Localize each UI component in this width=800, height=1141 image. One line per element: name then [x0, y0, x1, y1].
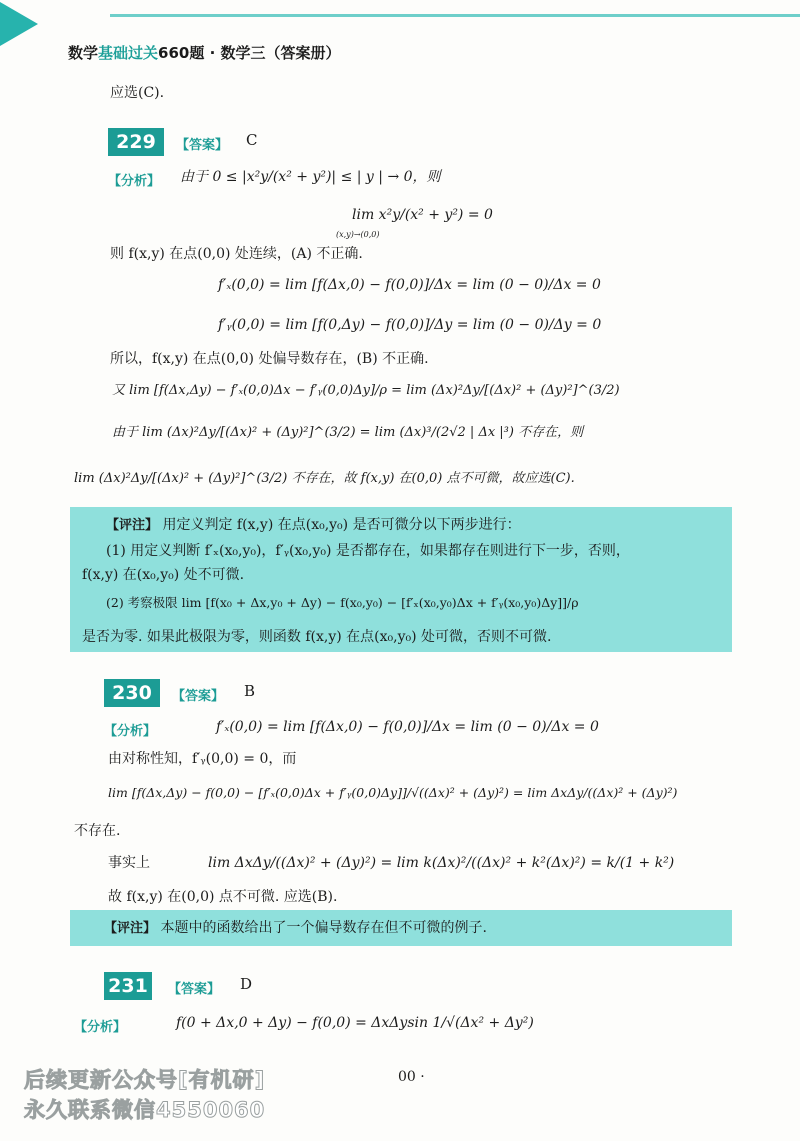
q229-line-1: 由于 0 ≤ |x²y/(x² + y²)| ≤ | y | → 0，则 — [180, 169, 441, 185]
note-229-line-1: 【评注】 用定义判定 f(x,y) 在点(x₀,y₀) 是否可微分以下两步进行： — [106, 517, 521, 533]
header-rule — [110, 14, 800, 17]
answer-231: D — [240, 975, 253, 993]
note-229-line-4: (2) 考察极限 lim [f(x₀ + Δx,y₀ + Δy) − f(x₀,y₀) − [f′ₓ(x₀,y₀)Δx + f′ᵧ(x₀,y₀)Δy]]/ρ — [106, 595, 579, 610]
top-line: 应选(C). — [110, 85, 165, 101]
question-number-230: 230 — [104, 679, 160, 707]
q230-line-4: 不存在. — [74, 823, 121, 839]
q229-line-4: f′ₓ(0,0) = lim [f(Δx,0) − f(0,0)]/Δx = lim (0 − 0)/Δx = 0 — [218, 277, 601, 293]
q230-line-5-pre: 事实上 — [108, 855, 150, 871]
note-229-line-2: (1) 用定义判断 f′ₓ(x₀,y₀)，f′ᵧ(x₀,y₀) 是否都存在，如果都存在则进行下一步，否则， — [106, 543, 630, 559]
answer-label-229: 【答案】 — [176, 138, 229, 153]
q230-line-3: lim [f(Δx,Δy) − f(0,0) − [f′ₓ(0,0)Δx + f′ᵧ(0,0)Δy]]/√((Δx)² + (Δy)²) = lim ΔxΔy/((Δx)² + (Δy)²) — [108, 785, 678, 800]
analysis-label-230: 【分析】 — [104, 724, 157, 739]
q230-line-5: lim ΔxΔy/((Δx)² + (Δy)²) = lim k(Δx)²/((Δx)² + k²(Δx)²) = k/(1 + k²) — [208, 855, 675, 871]
note-230-line-1: 【评注】 本题中的函数给出了一个偏导数存在但不可微的例子. — [104, 920, 487, 936]
note-229-line-5: 是否为零. 如果此极限为零，则函数 f(x,y) 在点(x₀,y₀) 处可微，否则不可微. — [82, 629, 552, 645]
note-label-229: 【评注】 — [106, 518, 159, 533]
q229-line-3: 则 f(x,y) 在点(0,0) 处连续，(A) 不正确. — [110, 246, 363, 262]
q229-line-7: 又 lim [f(Δx,Δy) − f′ₓ(0,0)Δx − f′ᵧ(0,0)Δy]/ρ = lim (Δx)²Δy/[(Δx)² + (Δy)²]^(3/2) — [112, 383, 620, 398]
q230-line-1: f′ₓ(0,0) = lim [f(Δx,0) − f(0,0)]/Δx = lim (0 − 0)/Δx = 0 — [216, 719, 599, 735]
question-number-229: 229 — [108, 128, 164, 156]
header-triangle-icon — [0, 2, 38, 46]
answer-label-231: 【答案】 — [168, 982, 221, 997]
watermark-line-1: 后续更新公众号[有机研] — [24, 1068, 266, 1092]
answer-229: C — [246, 131, 258, 149]
watermark-line-2: 永久联系微信4550060 — [24, 1098, 266, 1122]
page-number: 00 · — [398, 1069, 425, 1085]
question-number-231: 231 — [104, 972, 152, 1000]
note-229-line-3: f(x,y) 在(x₀,y₀) 处不可微. — [82, 567, 245, 583]
page-header-title: 数学基础过关660题 · 数学三（答案册） — [68, 44, 341, 62]
q230-line-6: 故 f(x,y) 在(0,0) 点不可微. 应选(B). — [108, 889, 338, 905]
note-label-230: 【评注】 — [104, 921, 157, 936]
analysis-label-231: 【分析】 — [74, 1020, 127, 1035]
q231-line-1: f(0 + Δx,0 + Δy) − f(0,0) = ΔxΔysin 1/√(Δx² + Δy²) — [176, 1015, 534, 1031]
q229-line-9: lim (Δx)²Δy/[(Δx)² + (Δy)²]^(3/2) 不存在，故 f(x,y) 在(0,0) 点不可微，故应选(C). — [74, 471, 575, 486]
q229-line-2-sub: (x,y)→(0,0) — [336, 230, 380, 239]
q229-line-2: lim x²y/(x² + y²) = 0 — [352, 207, 493, 223]
answer-label-230: 【答案】 — [172, 689, 225, 704]
analysis-label-229: 【分析】 — [108, 174, 161, 189]
answer-230: B — [244, 682, 256, 700]
q229-line-6: 所以，f(x,y) 在点(0,0) 处偏导数存在，(B) 不正确. — [110, 351, 429, 367]
q230-line-2: 由对称性知，f′ᵧ(0,0) = 0，而 — [108, 751, 297, 767]
q229-line-8: 由于 lim (Δx)²Δy/[(Δx)² + (Δy)²]^(3/2) = lim (Δx)³/(2√2 | Δx |³) 不存在，则 — [112, 425, 584, 440]
q229-line-5: f′ᵧ(0,0) = lim [f(0,Δy) − f(0,0)]/Δy = lim (0 − 0)/Δy = 0 — [218, 317, 602, 333]
